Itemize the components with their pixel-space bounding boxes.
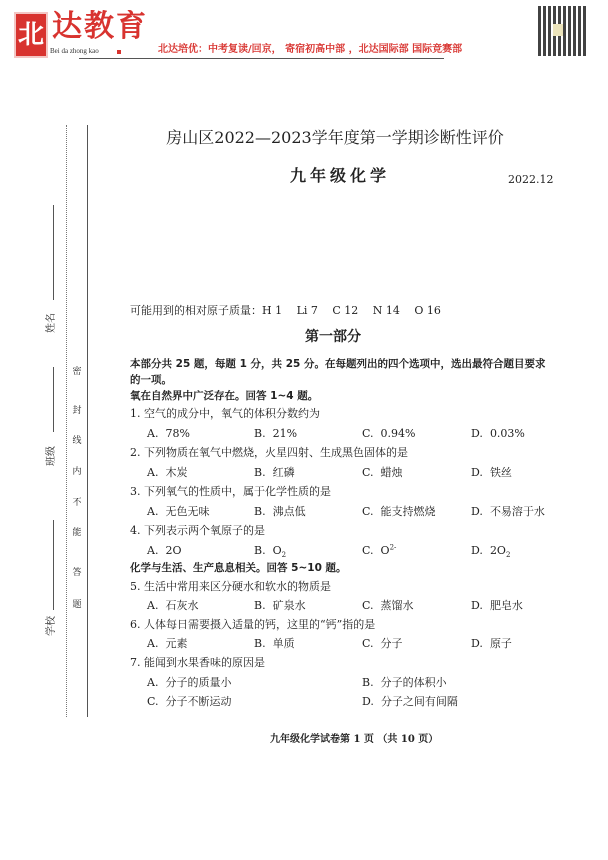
name-field-line	[53, 205, 54, 300]
option-text: 2O	[165, 544, 182, 557]
question-stem: 3. 下列氧气的性质中，属于化学性质的是	[130, 485, 331, 498]
answer-option	[147, 695, 232, 708]
option-text: 原子	[489, 637, 512, 650]
option-letter: C.	[362, 544, 374, 557]
option-text: 21%	[272, 427, 298, 440]
page-footer: 九年级化学试卷第 1 页 （共 10 页）	[270, 734, 439, 745]
answer-option	[254, 466, 295, 479]
option-text: 沸点低	[272, 505, 306, 518]
option-letter: B.	[254, 505, 266, 518]
option-letter: D.	[471, 466, 483, 479]
seal-char: 内	[72, 467, 82, 477]
answer-option	[471, 599, 523, 612]
option-text: 78%	[165, 427, 190, 440]
logo-dot	[117, 50, 121, 54]
answer-option	[471, 544, 511, 560]
option-subscript: 2	[505, 551, 511, 560]
option-letter: A.	[147, 676, 159, 689]
option-letter: A.	[147, 505, 159, 518]
option-letter: B.	[254, 466, 266, 479]
option-text: 分子的质量小	[165, 676, 232, 689]
option-letter: B.	[254, 599, 266, 612]
answer-option	[471, 505, 545, 518]
answer-option	[147, 505, 209, 518]
answer-option	[362, 637, 403, 650]
option-text: 蜡烛	[380, 466, 403, 479]
seal-char: 不	[72, 498, 82, 508]
option-letter: D.	[471, 544, 483, 557]
answer-option	[362, 505, 436, 518]
option-superscript: 2-	[389, 543, 397, 552]
class-label: 班级	[46, 446, 57, 466]
option-letter: B.	[362, 676, 374, 689]
option-letter: B.	[254, 544, 266, 557]
logo-text: 达教育	[52, 10, 148, 44]
answer-option	[362, 676, 447, 689]
header-slogan: 北达培优：中考复读/回京， 寄宿初高中部 ，北达国际部 国际竞赛部	[158, 44, 463, 55]
seal-char: 线	[72, 436, 82, 446]
group-heading: 化学与生活、生产息息相关。回答 5~10 题。	[130, 562, 347, 574]
answer-option	[147, 599, 198, 612]
option-text: 肥皂水	[489, 599, 523, 612]
option-text: 铁丝	[489, 466, 512, 479]
option-text: 2O	[489, 544, 506, 557]
binding-solid-line	[87, 125, 88, 717]
logo-subtitle: Bei da zhong kao	[50, 47, 99, 55]
school-field-line	[53, 520, 54, 610]
exam-date: 2022.12	[508, 173, 554, 186]
binding-dotted-line	[66, 125, 67, 717]
option-text: 矿泉水	[272, 599, 306, 612]
option-letter: A.	[147, 637, 159, 650]
answer-option	[147, 427, 190, 440]
option-text: 0.94%	[380, 427, 416, 440]
option-letter: C.	[362, 466, 374, 479]
option-text: 木炭	[165, 466, 188, 479]
answer-option	[254, 505, 306, 518]
exam-subject: 九年级化学	[289, 166, 390, 185]
answer-option	[254, 427, 297, 440]
option-text: 红磷	[272, 466, 295, 479]
option-letter: D.	[471, 599, 483, 612]
answer-option	[147, 466, 187, 479]
option-text: 分子之间有间隔	[380, 695, 458, 708]
option-letter: C.	[362, 505, 374, 518]
option-text: 分子	[380, 637, 403, 650]
school-label: 学校	[46, 616, 57, 636]
option-letter: D.	[362, 695, 374, 708]
header-divider	[79, 58, 444, 59]
qr-code	[538, 6, 586, 56]
answer-option	[471, 466, 512, 479]
option-letter: B.	[254, 637, 266, 650]
option-subscript: 2	[281, 551, 287, 560]
option-text: 分子的体积小	[380, 676, 447, 689]
option-text: 0.03%	[489, 427, 525, 440]
option-text: 石灰水	[165, 599, 199, 612]
answer-option	[362, 544, 396, 557]
option-text: 分子不断运动	[165, 695, 232, 708]
question-stem: 4. 下列表示两个氧原子的是	[130, 524, 265, 537]
answer-option	[254, 544, 287, 560]
atomic-masses: 可能用到的相对原子质量：H 1 Li 7 C 12 N 14 O 16	[130, 304, 441, 317]
instructions-line-2: 的一项。	[130, 374, 172, 386]
logo-mark: 北	[14, 12, 48, 58]
question-stem: 1. 空气的成分中，氧气的体积分数约为	[130, 407, 320, 420]
option-letter: A.	[147, 599, 159, 612]
seal-char: 密	[72, 367, 82, 377]
group-heading: 氧在自然界中广泛存在。回答 1~4 题。	[130, 390, 319, 402]
option-letter: C.	[147, 695, 159, 708]
option-text: 能支持燃烧	[380, 505, 436, 518]
option-letter: C.	[362, 637, 374, 650]
part-title: 第一部分	[305, 329, 361, 345]
answer-option	[147, 637, 187, 650]
seal-char: 能	[72, 528, 82, 538]
option-letter: D.	[471, 637, 483, 650]
option-text: O	[272, 544, 282, 557]
answer-option	[254, 637, 295, 650]
option-letter: D.	[471, 427, 483, 440]
seal-char: 答	[72, 568, 82, 578]
question-stem: 7. 能闻到水果香味的原因是	[130, 656, 265, 669]
answer-option	[147, 676, 231, 689]
instructions-line-1: 本部分共 25 题，每题 1 分，共 25 分。在每题列出的四个选项中，选出最符合题目要求	[130, 358, 546, 370]
answer-option	[362, 466, 403, 479]
answer-option	[471, 427, 525, 440]
option-text: 元素	[165, 637, 188, 650]
option-text: O	[380, 544, 390, 557]
answer-option	[362, 695, 458, 708]
question-stem: 5. 生活中常用来区分硬水和软水的物质是	[130, 580, 331, 593]
seal-char: 题	[72, 600, 82, 610]
question-stem: 2. 下列物质在氧气中燃烧，火星四射、生成黑色固体的是	[130, 446, 408, 459]
option-text: 蒸馏水	[380, 599, 414, 612]
seal-char: 封	[72, 406, 82, 416]
answer-option	[471, 637, 512, 650]
option-letter: A.	[147, 427, 159, 440]
answer-option	[362, 599, 414, 612]
option-letter: C.	[362, 427, 374, 440]
option-text: 不易溶于水	[489, 505, 545, 518]
answer-option	[147, 544, 181, 557]
option-letter: C.	[362, 599, 374, 612]
option-letter: A.	[147, 544, 159, 557]
option-letter: B.	[254, 427, 266, 440]
option-text: 单质	[272, 637, 295, 650]
option-letter: A.	[147, 466, 159, 479]
name-label: 姓名	[46, 313, 57, 333]
question-stem: 6. 人体每日需要摄入适量的钙，这里的“钙”指的是	[130, 618, 376, 631]
option-text: 无色无味	[165, 505, 210, 518]
exam-title: 房山区2022—2023学年度第一学期诊断性评价	[166, 128, 504, 147]
answer-option	[254, 599, 306, 612]
answer-option	[362, 427, 415, 440]
option-letter: D.	[471, 505, 483, 518]
class-field-line	[53, 367, 54, 432]
